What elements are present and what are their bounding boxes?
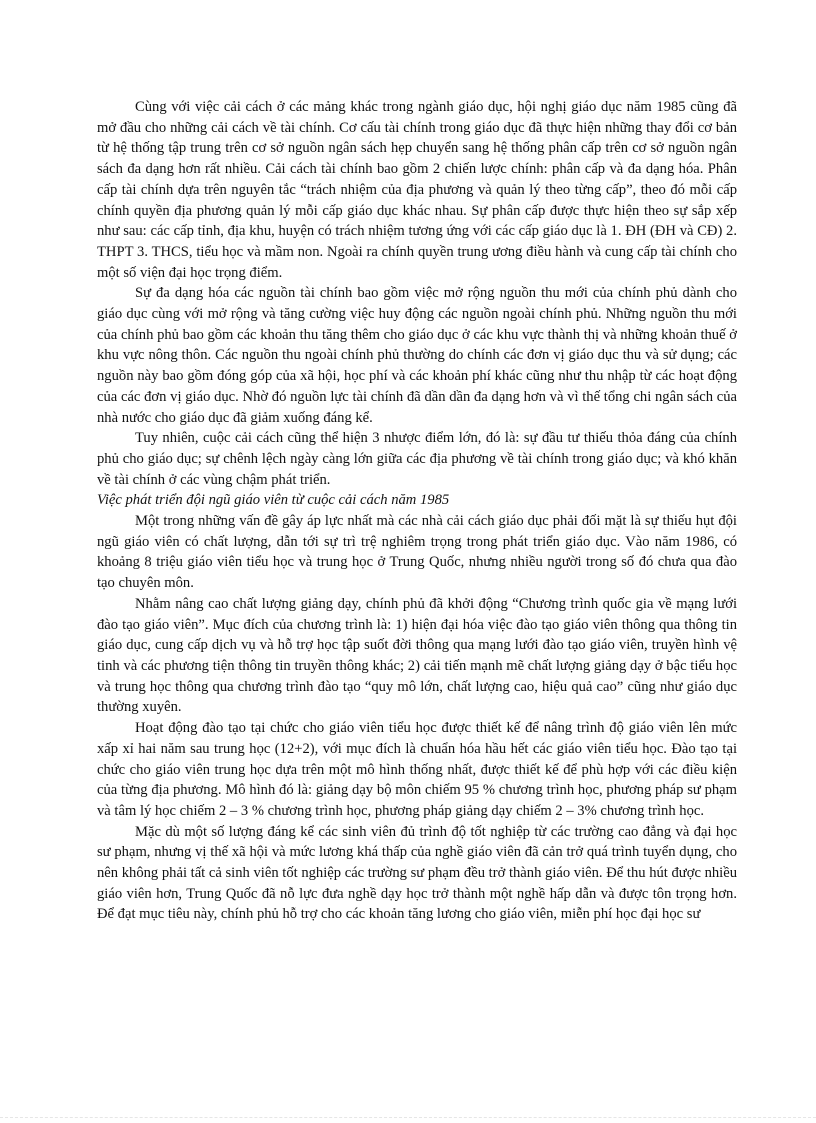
paragraph-teacher-shortage: Một trong những vấn đề gây áp lực nhất mà các nhà cải cách giáo dục phải đối mặt là sự thiếu hụt đội ngũ giáo viên có chất lượng, dẫn tới sự trì trệ nghiêm trọng trong phát triển giáo dục. Vào năm 1986, có khoảng 8 triệu giáo viên tiểu học và trung học ở Trung Quốc, nhưng nhiều người trong số đó chưa qua đào tạo chuyên môn. — [97, 513, 737, 592]
section-heading: Việc phát triển đội ngũ giáo viên từ cuộc cải cách năm 1985 — [97, 492, 450, 509]
page-bottom-divider — [0, 1117, 816, 1118]
paragraph-weaknesses: Tuy nhiên, cuộc cải cách cũng thể hiện 3 nhược điểm lớn, đó là: sự đầu tư thiếu thỏa đáng của chính phủ cho giáo dục; sự chênh lệch ngày càng lớn giữa các địa phương về tài chính trong giáo dục; và khó khăn về tài chính ở các vùng chậm phát triển. — [97, 430, 737, 488]
paragraph-in-service-training: Hoạt động đào tạo tại chức cho giáo viên tiểu học được thiết kế để nâng trình độ giáo viên lên mức xấp xỉ hai năm sau trung học (12+2), với mục đích là chuẩn hóa hầu hết các giáo viên tiểu học. Đào tạo tại chức cho giáo viên trung học dựa trên một mô hình thống nhất, được thiết kế để phù hợp với các điều kiện của từng địa phương. Mô hình đó là: giảng dạy bộ môn chiếm 95 % chương trình học, phương pháp sư phạm và tâm lý học chiếm 2 – 3 % chương trình học, phương pháp giảng dạy chiếm 2 – 3% chương trình học. — [97, 720, 737, 819]
paragraph-national-program: Nhằm nâng cao chất lượng giảng dạy, chính phủ đã khởi động “Chương trình quốc gia về mạng lưới đào tạo giáo viên”. Mục đích của chương trình là: 1) hiện đại hóa việc đào tạo giáo viên thông qua thông tin giáo dục, cung cấp dịch vụ và hỗ trợ học tập suốt đời thông qua mạng lưới đào tạo giáo viên, truyền hình vệ tinh và các phương tiện thông tin truyền thông khác; 2) cải tiến mạnh mẽ chất lượng giảng dạy ở bậc tiểu học và trung học thông qua chương trình đào tạo “quy mô lớn, chất lượng cao, hiệu quả cao” cũng như giáo dục thường xuyên. — [97, 595, 737, 716]
paragraph-diversification: Sự đa dạng hóa các nguồn tài chính bao gồm việc mở rộng nguồn thu mới của chính phủ dành cho giáo dục cùng với mở rộng và tăng cường việc huy động các nguồn ngoài chính phủ. Những nguồn thu mới của chính phủ bao gồm các khoản thu tăng thêm cho giáo dục ở các khu vực thành thị và những khoản thuế ở khu vực nông thôn. Các nguồn thu ngoài chính phủ thường do chính các đơn vị giáo dục thu và sử dụng; các nguồn này bao gồm đóng góp của xã hội, học phí và các khoản phí khác cũng như thu nhập từ các hoạt động của các đơn vị giáo dục. Nhờ đó nguồn lực tài chính đã dần dần đa dạng hơn và vì thế tổng chi ngân sách của nhà nước cho giáo dục đã giảm xuống đáng kể. — [97, 285, 737, 426]
paragraph-financial-reform: Cùng với việc cải cách ở các mảng khác trong ngành giáo dục, hội nghị giáo dục năm 1985 cũng đã mở đầu cho những cải cách về tài chính. Cơ cấu tài chính trong giáo dục đã thực hiện những thay đổi cơ bản từ hệ thống tập trung trên cơ sở nguồn ngân sách hẹp chuyển sang hệ thống phân cấp trên cơ sở nguồn ngân sách đa dạng hơn rất nhiều. Cải cách tài chính bao gồm 2 chiến lược chính: phân cấp và đa dạng hóa. Phân cấp tài chính dựa trên nguyên tắc “trách nhiệm của địa phương và quản lý theo từng cấp”, theo đó mỗi cấp chính quyền địa phương quản lý mỗi cấp giáo dục khác nhau. Sự phân cấp được thực hiện theo sự sắp xếp như sau: các cấp tỉnh, địa khu, huyện có trách nhiệm tương ứng với các cấp giáo dục là 1. ĐH (ĐH và CĐ) 2. THPT 3. THCS, tiểu học và mầm non. Ngoài ra chính quyền trung ương điều hành và cung cấp tài chính cho một số viện đại học trọng điểm. — [97, 99, 737, 281]
paragraph-recruitment: Mặc dù một số lượng đáng kể các sinh viên đủ trình độ tốt nghiệp từ các trường cao đẳng và đại học sư phạm, nhưng vị thế xã hội và mức lương khá thấp của nghề giáo viên đã cản trở quá trình tuyển dụng, cho nên không phải tất cả sinh viên tốt nghiệp các trường sư phạm đều trở thành giáo viên. Để thu hút được nhiều giáo viên hơn, Trung Quốc đã nỗ lực đưa nghề dạy học trở thành một nghề hấp dẫn và được tôn trọng hơn. Để đạt mục tiêu này, chính phủ hỗ trợ cho các khoản tăng lương cho giáo viên, miễn phí học đại học sư — [97, 823, 737, 923]
document-page — [97, 97, 737, 925]
